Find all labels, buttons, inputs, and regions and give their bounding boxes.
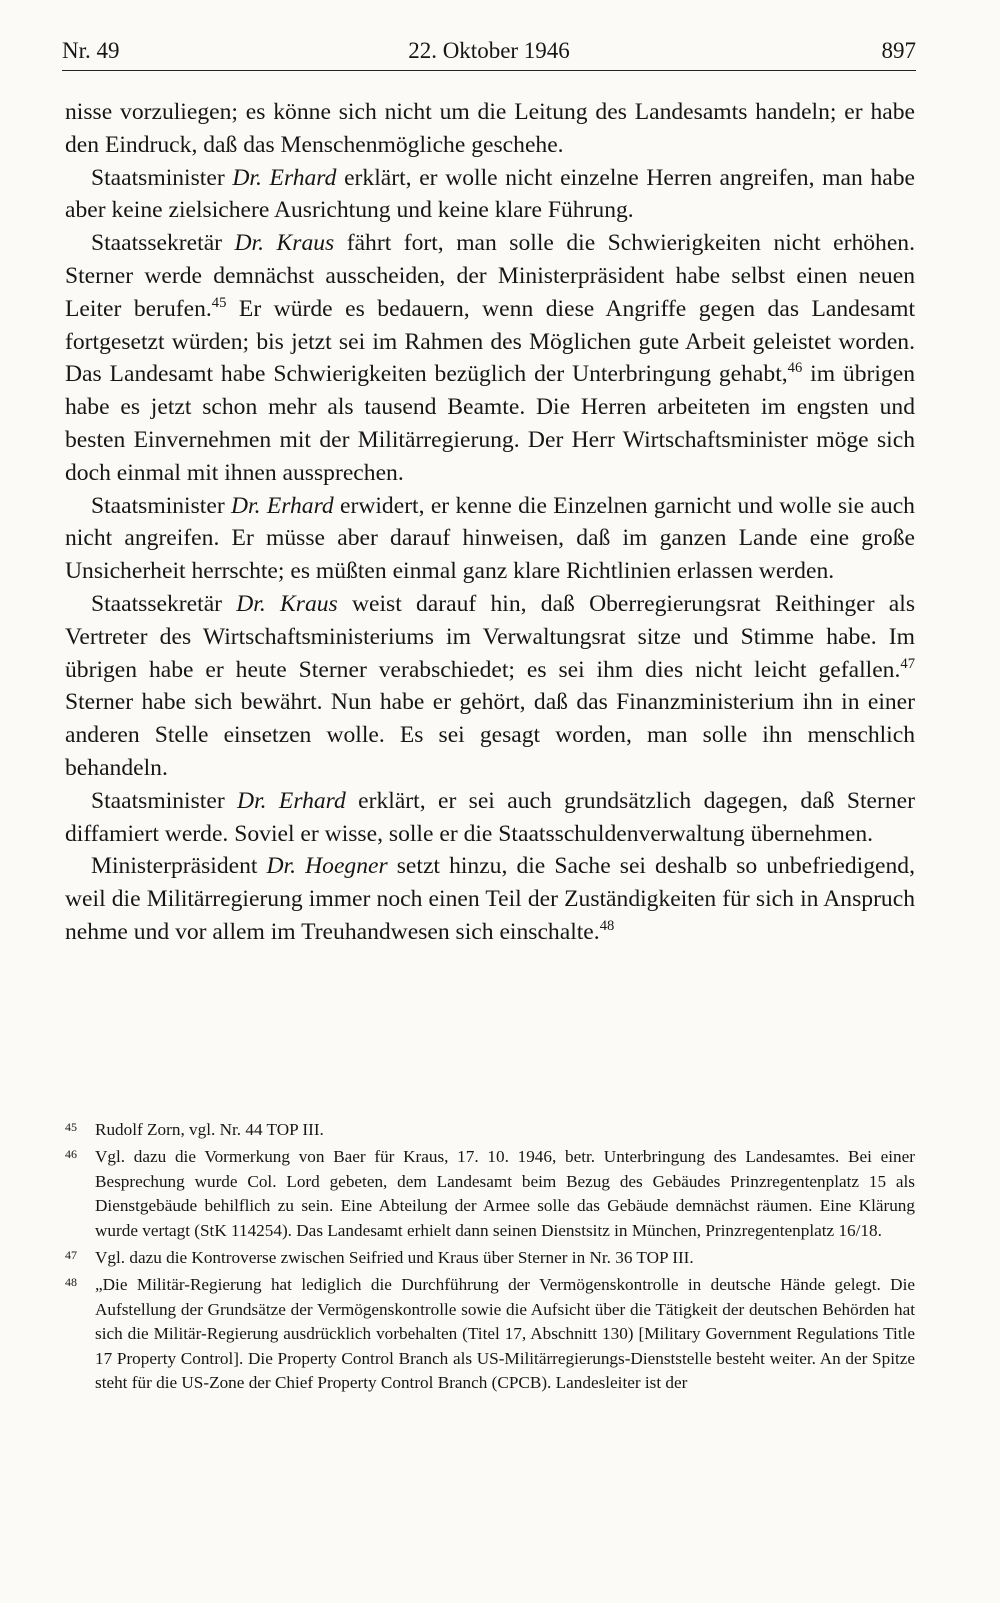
paragraph-text: im übrigen habe es jetzt schon mehr als tausend Beamte. Die Herren arbeiteten im engsten und besten Einvernehmen mit der Militärregierung. Der Herr Wirtschaftsminister möge sich doch einmal mit ihnen aussprechen.	[65, 361, 915, 486]
speaker-role: Staatsminister	[91, 164, 233, 191]
paragraph-text: erklärt, er sei auch grundsätzlich dagegen, daß Sterner diffamiert werde. Soviel er wisse, solle er die Staatsschuldenverwaltung übernehmen.	[65, 787, 915, 847]
footnote-ref-46[interactable]: 46	[787, 360, 803, 377]
paragraph-text: erklärt, er wolle nicht einzelne Herren angreifen, man habe aber keine zielsichere Ausrichtung und keine klare Führung.	[65, 164, 915, 224]
footnote-text: „Die Militär-Regierung hat lediglich die Durchführung der Vermögenskontrolle in deutsche Hände gelegt. Die Aufstellung der Grundsätze der Vermögenskontrolle sowie die Aufsicht über die Tätigkeit der deutschen Behörden hat sich die Militär-Regierung ausdrücklich vorbehalten (Titel 17, Abschnitt 130) [Military Government Regulations Title 17 Property Control]. Die Property Control Branch als US-Militärregierungs-Dienststelle besteht weiter. An der Spitze steht für die US-Zone der Chief Property Control Branch (CPCB). Landesleiter ist der	[95, 1275, 915, 1393]
paragraph-text: fährt fort, man solle die Schwierigkeiten nicht erhöhen. Sterner werde demnächst ausscheiden, der Ministerpräsident habe selbst einen neuen Leiter berufen.	[65, 230, 916, 322]
paragraph-4	[65, 490, 915, 588]
footnote-number: 47	[65, 1248, 77, 1263]
footnote-number: 48	[65, 1275, 77, 1290]
main-text	[65, 96, 915, 949]
footnote-ref-45[interactable]: 45	[211, 294, 227, 311]
page-number: 897	[881, 38, 916, 63]
speaker-name: Erhard	[278, 787, 346, 814]
paragraph-text: Sterner habe sich bewährt. Nun habe er gehört, daß das Finanzministerium ihn in einer anderen Stelle einsetzen wolle. Es sei gesagt worden, man solle ihn menschlich behandeln.	[65, 689, 915, 781]
speaker-title: Dr.	[234, 230, 265, 257]
speaker-name: Kraus	[276, 230, 335, 257]
paragraph-text: Er würde es bedauern, wenn diese Angriffe gegen das Landesamt fortgesetzt würden; bis jetzt sei im Rahmen des Möglichen gute Arbeit geleistet worden. Das Landesamt habe Schwierigkeiten bezüglich der Unterbringung gehabt,	[65, 295, 916, 388]
paragraph-text: setzt hinzu, die Sache sei deshalb so unbefriedigend, weil die Militärregierung immer noch einen Teil der Zuständigkeiten für sich in Anspruch nehme und vor allem im Treuhandwesen sich einschalte.	[65, 853, 915, 945]
footnote-text: Vgl. dazu die Kontroverse zwischen Seifried und Kraus über Sterner in Nr. 36 TOP III.	[95, 1248, 694, 1268]
footnote-number: 46	[65, 1147, 77, 1162]
paragraph-1: nisse vorzuliegen; es könne sich nicht um die Leitung des Landesamts handeln; er habe den Eindruck, daß das Menschenmögliche geschehe.	[65, 99, 915, 158]
speaker-title: Dr.	[237, 787, 267, 814]
paragraph-text: weist darauf hin, daß Oberregierungsrat Reithinger als Vertreter des Wirtschaftsministeriums im Verwaltungsrat sitze und Stimme habe. Im übrigen habe er heute Sterner verabschiedet; es sei ihm dies nicht leicht gefallen.	[65, 590, 916, 683]
speaker-role: Staatsminister	[91, 492, 231, 519]
speaker-name: Erhard	[266, 492, 334, 519]
speaker-name: Hoegner	[305, 853, 388, 880]
footnote-46	[65, 1145, 915, 1243]
paragraph-2	[65, 162, 915, 228]
footnotes	[65, 1118, 915, 1398]
paragraph-6	[65, 785, 915, 851]
footnote-text: Vgl. dazu die Vormerkung von Baer für Kraus, 17. 10. 1946, betr. Unterbringung des Landesamtes. Bei einer Besprechung wurde Col. Lord gebeten, dem Landesamt beim Bezug des Gebäudes Prinzregentenplatz 15 als Dienstgebäude behilflich zu sein. Eine Abteilung der Armee solle das Gebäude demnächst räumen. Eine Klärung wurde vertagt (StK 114254). Das Landesamt erhielt dann seinen Dienstsitz in München, Prinzregentenplatz 16/18.	[95, 1147, 915, 1240]
paragraph-3	[65, 227, 915, 489]
running-header	[62, 36, 916, 71]
speaker-role: Staatsminister	[91, 787, 238, 814]
footnote-number: 45	[65, 1120, 77, 1134]
issue-number: Nr. 49	[62, 38, 120, 63]
speaker-title: Dr.	[236, 590, 266, 617]
speaker-title: Dr.	[231, 492, 261, 519]
footnote-47	[65, 1246, 915, 1270]
footnote-ref-47[interactable]: 47	[900, 655, 915, 672]
speaker-role: Staatssekretär	[91, 230, 235, 257]
paragraph-7	[65, 850, 915, 948]
footnote-45	[65, 1118, 915, 1142]
paragraph-5	[65, 588, 915, 785]
footnote-48	[65, 1273, 915, 1395]
header-date: 22. Oktober 1946	[408, 38, 570, 63]
speaker-name: Kraus	[280, 590, 338, 617]
footnote-text: Rudolf Zorn, vgl. Nr. 44 TOP III.	[95, 1120, 324, 1139]
speaker-role: Ministerpräsident	[91, 853, 267, 880]
speaker-title: Dr.	[232, 164, 262, 191]
speaker-name: Erhard	[269, 164, 337, 191]
speaker-role: Staatssekretär	[91, 590, 237, 617]
speaker-title: Dr.	[266, 853, 297, 880]
footnote-ref-48[interactable]: 48	[599, 918, 615, 935]
paragraph-text: erwidert, er kenne die Einzelnen garnicht und wolle sie auch nicht angreifen. Er müsse aber darauf hinweisen, daß im ganzen Lande eine große Unsicherheit herrschte; es müßten einmal ganz klare Richtlinien erlassen werden.	[65, 492, 915, 585]
